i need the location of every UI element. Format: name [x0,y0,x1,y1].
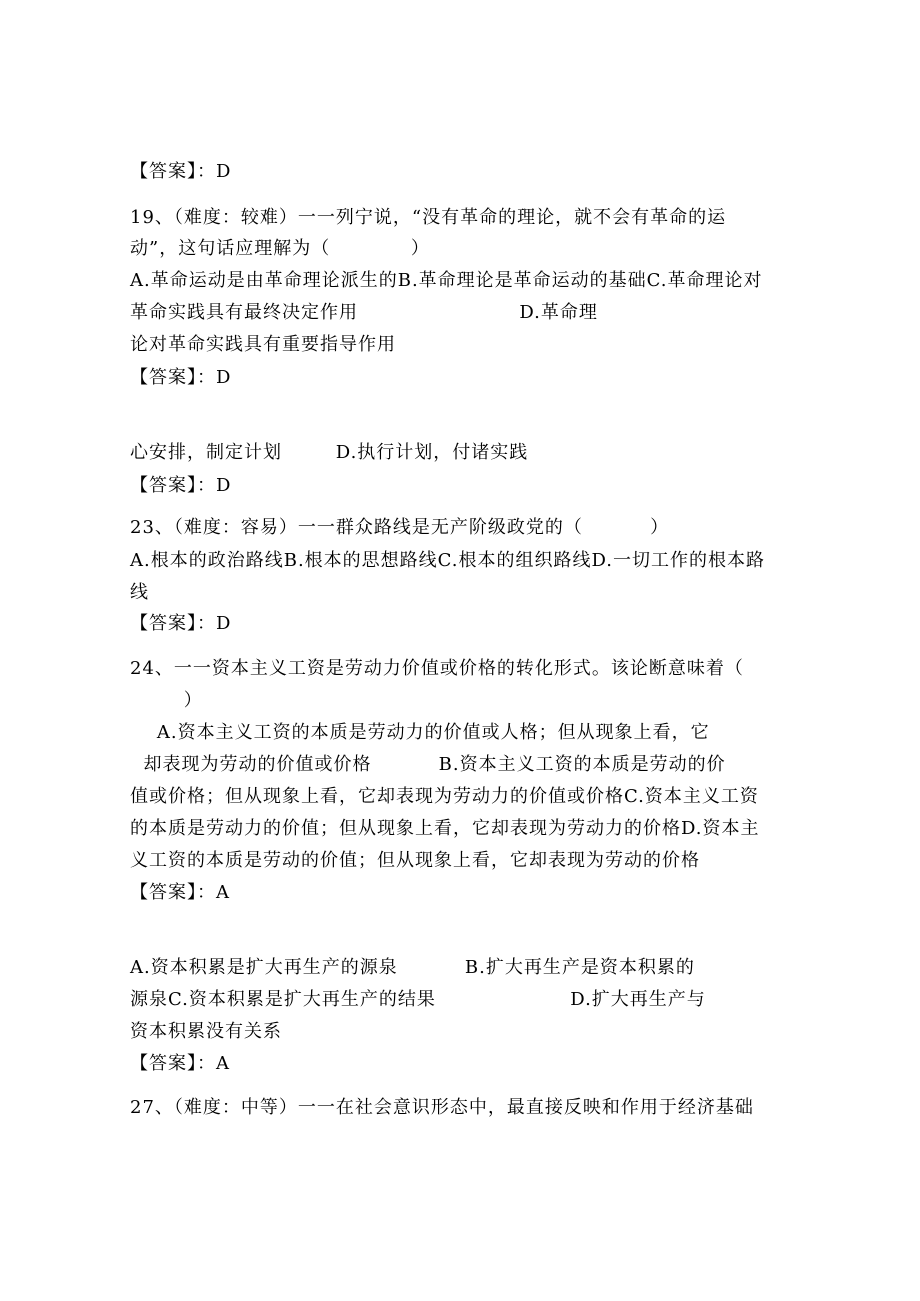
question-19-options-line-1: A.革命运动是由革命理论派生的B.革命理论是革命运动的基础C.革命理论对 [130,270,763,291]
answer-line: 【答案】：A [130,882,230,903]
question-23-line-1: 23、（难度：容易）一一群众路线是无产阶级政党的（ ） [130,517,670,538]
question-19-options-line-3: 论对革命实践具有重要指导作用 [130,334,396,355]
answer-line: 【答案】：D [130,613,232,634]
question-options-line-3: 资本积累没有关系 [130,1021,282,1042]
question-24-options-line-5: 义工资的本质是劳动的价值；但从现象上看，它却表现为劳动的价格 [130,850,700,871]
question-24-options-line-1: A.资本主义工资的本质是劳动力的价值或人格；但从现象上看，它 [130,722,710,743]
question-24-line-2: ） [130,690,203,711]
question-options-fragment: 心安排，制定计划 D.执行计划，付诸实践 [130,442,529,463]
question-19-options-line-2: 革命实践具有最终决定作用 D.革命理 [130,302,598,323]
question-19-line-1: 19、（难度：较难）一一列宁说，“没有革命的理论，就不会有革命的运 [130,207,727,228]
question-24-line-1: 24、一一资本主义工资是劳动力价值或价格的转化形式。该论断意味着（ [130,658,744,679]
question-27-line-1: 27、（难度：中等）一一在社会意识形态中，最直接反映和作用于经济基础 [130,1097,754,1118]
question-23-options-line-2: 线 [130,582,149,603]
question-19-line-2: 动”，这句话应理解为（ ） [130,238,430,259]
answer-line: 【答案】：D [130,161,232,182]
answer-line: 【答案】：D [130,367,232,388]
question-24-options-line-3: 值或价格；但从现象上看，它却表现为劳动力的价值或价格C.资本主义工资 [130,786,759,807]
answer-line: 【答案】：A [130,1053,230,1074]
question-options-line-2: 源泉C.资本积累是扩大再生产的结果 D.扩大再生产与 [130,989,706,1010]
answer-line: 【答案】：D [130,475,232,496]
question-23-options-line-1: A.根本的政治路线B.根本的思想路线C.根本的组织路线D.一切工作的根本路 [130,550,766,571]
question-24-options-line-4: 的本质是劳动力的价值；但从现象上看，它却表现为劳动力的价格D.资本主 [130,818,760,839]
question-options-line-1: A.资本积累是扩大再生产的源泉 B.扩大再生产是资本积累的 [130,957,695,978]
question-24-options-line-2: 却表现为劳动的价值或价格 B.资本主义工资的本质是劳动的价 [130,754,726,775]
